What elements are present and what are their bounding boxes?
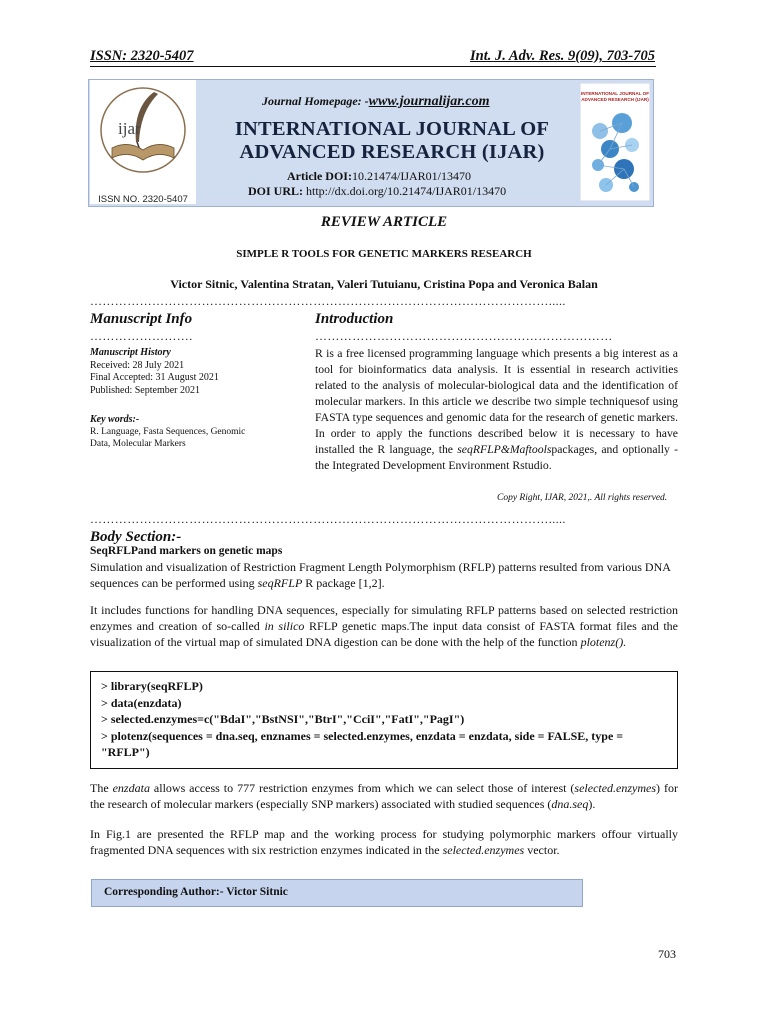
doi-url-link[interactable]: http://dx.doi.org/10.21474/IJAR01/13470 <box>306 184 507 198</box>
body-paragraph-3 <box>90 780 678 812</box>
header-rule <box>90 66 656 67</box>
published-date: Published: September 2021 <box>90 384 200 396</box>
keywords-heading: Key words:- <box>90 414 140 425</box>
p2-text-b: RFLP genetic maps.The input data consist of FASTA format files and the visualization of the virtual map of simulated DNA digestion can be done with the help of the function <box>90 619 678 649</box>
logo-issn: ISSN NO. 2320-5407 <box>98 194 188 204</box>
journal-title-line1: INTERNATIONAL JOURNAL OF <box>234 118 550 140</box>
introduction-separator: ……………………………………………………………… <box>315 329 613 343</box>
manuscript-info-separator: ……………………. <box>90 329 193 343</box>
p1-text-a: Simulation and visualization of Restriction Fragment Length Polymorphism (RFLP) patterns resulted from various DNA sequences can be performed using <box>90 560 671 590</box>
code-line: > library(seqRFLP) <box>101 679 203 693</box>
p1-text-b: R package [1,2]. <box>302 576 385 590</box>
journal-title <box>202 118 582 164</box>
separator-line: …………………………………………………………………………………………………..... <box>90 294 566 308</box>
body-subheading: SeqRFLPand markers on genetic maps <box>90 545 283 557</box>
received-date: Received: 28 July 2021 <box>90 359 185 371</box>
keywords-line2: Data, Molecular Markers <box>90 439 186 449</box>
p3-italic-1: enzdata <box>112 781 150 795</box>
paper-title: SIMPLE R TOOLS FOR GENETIC MARKERS RESEARCH <box>236 248 532 260</box>
citation-header: Int. J. Adv. Res. 9(09), 703-705 <box>469 48 655 64</box>
manuscript-history <box>90 347 290 397</box>
body-paragraph-1 <box>90 559 680 591</box>
issn-header: ISSN: 2320-5407 <box>90 48 194 64</box>
p3-italic-2: selected.enzymes <box>574 781 657 795</box>
p1-italic: seqRFLP <box>257 576 303 590</box>
p3-italic-3: dna.seq <box>551 797 589 811</box>
history-heading: Manuscript History <box>90 347 171 358</box>
code-line: > data(enzdata) <box>101 695 182 710</box>
keywords-line1: R. Language, Fasta Sequences, Genomic <box>90 427 246 437</box>
homepage-label: Journal Homepage: - <box>262 94 369 108</box>
journal-logo <box>90 80 196 204</box>
cover-title-line2: ADVANCED RESEARCH (IJAR) <box>581 97 649 102</box>
homepage-link[interactable]: www.journalijar.com <box>368 94 490 109</box>
code-line: > selected.enzymes=c("BdaI","BstNSI","BtrI","CciI","FatI","PagI") <box>101 712 465 726</box>
article-doi-value: 10.21474/IJAR01/13470 <box>351 169 471 183</box>
body-section-heading: Body Section:- <box>90 529 182 545</box>
journal-cover-thumbnail <box>580 83 650 201</box>
code-block <box>90 671 678 769</box>
intro-text-italic: seqRFLP&Maftools <box>457 443 552 456</box>
quill-book-logo-icon <box>90 80 196 204</box>
journal-cover-icon <box>580 83 650 201</box>
journal-homepage <box>262 94 490 110</box>
p4-text-b: vector. <box>524 843 560 857</box>
introduction-text <box>315 346 678 474</box>
p4-italic: selected.enzymes <box>442 843 525 857</box>
p4-text-a: In Fig.1 are presented the RFLP map and the working process for studying polymorphic markers offour virtually fragmented DNA sequences with six restriction enzymes indicated in the <box>90 827 678 857</box>
p3-text-b: allows access to 777 restriction enzymes from which we can select those of interest ( <box>149 781 575 795</box>
journal-title-line2: ADVANCED RESEARCH (IJAR) <box>239 141 545 163</box>
p3-text-d: ). <box>588 797 596 811</box>
intro-text-part1: R is a free licensed programming language which presents a big interest as a tool for bioinformatics data analysis. It is essential in research activities related to the analysis of molecular-biological data and the identification of molecular markers. In this article we describe two simple techniquesof using FASTA type sequences and genomic data for the research of genetic markers. In order to apply the functions described below it is necessary to have installed the R language, the <box>315 347 678 456</box>
body-paragraph-4 <box>90 826 678 858</box>
p3-text-a: The <box>90 781 113 795</box>
p2-italic-1: in silico <box>264 619 305 633</box>
introduction-heading: Introduction <box>315 311 394 327</box>
keywords-block <box>90 414 300 450</box>
intro-text-part2: packages, and optionally - the Integrated Development Environment Rstudio. <box>315 443 679 472</box>
cover-title-line1: INTERNATIONAL JOURNAL OF <box>580 91 650 96</box>
article-doi-label: Article DOI: <box>287 169 352 183</box>
body-paragraph-2 <box>90 602 678 650</box>
p2-italic-2: plotenz(). <box>580 635 627 649</box>
logo-text: ijar <box>118 119 141 138</box>
author-list: Victor Sitnic, Valentina Stratan, Valeri Tutuianu, Cristina Popa and Veronica Balan <box>170 277 598 291</box>
p2-text-a: It includes functions for handling DNA sequences, especially for simulating RFLP patterns based on selected restriction enzymes and creation of so-called <box>90 603 678 633</box>
p3-text-c: ) for the research of molecular markers (especially SNP markers) associated with studied sequences ( <box>90 781 678 811</box>
manuscript-info-heading: Manuscript Info <box>90 311 193 327</box>
corresponding-author: Corresponding Author:- Victor Sitnic <box>104 886 288 898</box>
code-line: > plotenz(sequences = dna.seq, enznames = selected.enzymes, enzdata = enzdata, side = FALSE, type = "RFLP") <box>101 728 624 759</box>
accepted-date: Final Accepted: 31 August 2021 <box>90 372 219 383</box>
article-type: REVIEW ARTICLE <box>320 214 448 230</box>
page-number: 703 <box>658 947 676 961</box>
article-doi <box>287 169 471 184</box>
separator-line-2: …………………………………………………………………………………………………..... <box>90 512 566 526</box>
doi-url <box>248 184 506 199</box>
copyright-notice: Copy Right, IJAR, 2021,. All rights reserved. <box>497 493 668 503</box>
doi-url-label: DOI URL: <box>248 184 304 198</box>
